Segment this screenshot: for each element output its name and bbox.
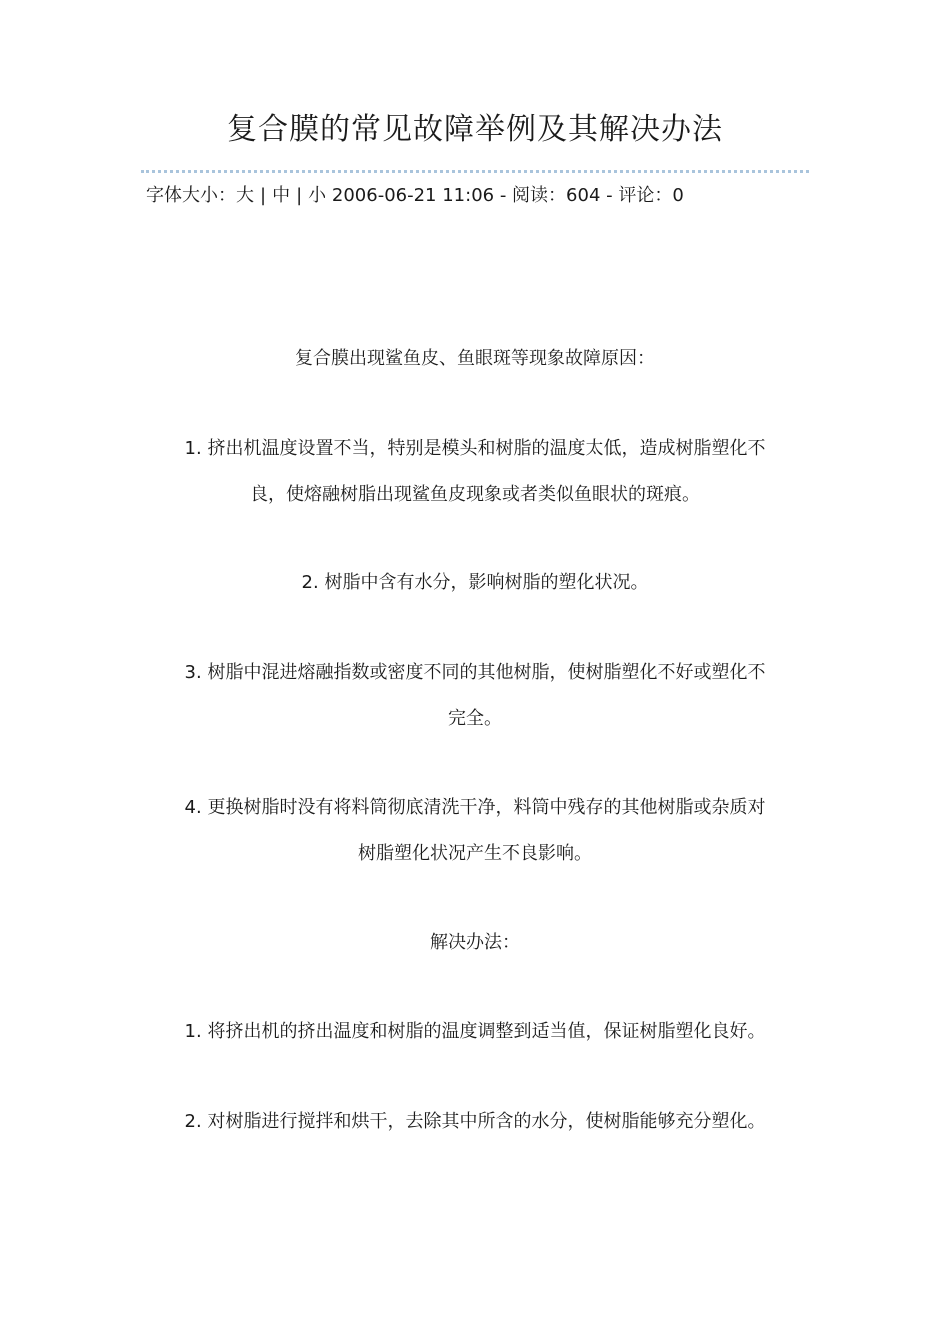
- cause-item-1-line-2: 良，使熔融树脂出现鲨鱼皮现象或者类似鱼眼状的斑痕。: [250, 484, 700, 505]
- comments-count[interactable]: 0: [672, 185, 684, 206]
- font-size-label: 字体大小：: [146, 185, 236, 206]
- cause-item-1-line-1: [0, 436, 950, 462]
- font-size-large-link[interactable]: 大: [236, 185, 254, 206]
- font-size-medium-link[interactable]: 中: [272, 185, 291, 206]
- cause-item-3-text: 树脂中混进熔融指数或密度不同的其他树脂，使树脂塑化不好或塑化不: [207, 662, 766, 683]
- cause-item-4-number: 4.: [184, 797, 202, 818]
- cause-item-2-text: 树脂中含有水分，影响树脂的塑化状况。: [324, 572, 649, 593]
- cause-item-1-text: 挤出机温度设置不当，特别是模头和树脂的温度太低，造成树脂塑化不: [207, 438, 766, 459]
- article-title: 复合膜的常见故障举例及其解决办法: [227, 112, 723, 147]
- title-divider: [141, 170, 809, 173]
- article-meta: [146, 183, 684, 209]
- cause-item-2-line-1: [0, 570, 950, 596]
- cause-item-2-number: 2.: [301, 572, 319, 593]
- comments-label: 评论：: [618, 185, 673, 206]
- cause-item-3-line-1: [0, 660, 950, 686]
- solution-item-2-line-1: [0, 1109, 950, 1135]
- solution-heading: 解决办法：: [430, 932, 520, 953]
- publish-datetime: 2006-06-21 11:06 -: [331, 185, 507, 206]
- solution-item-1-line-1: [0, 1019, 950, 1045]
- solution-item-2-text: 对树脂进行搅拌和烘干，去除其中所含的水分，使树脂能够充分塑化。: [207, 1111, 766, 1132]
- meta-separator: |: [260, 185, 267, 206]
- cause-item-1-number: 1.: [184, 438, 202, 459]
- solution-item-1-number: 1.: [184, 1021, 202, 1042]
- cause-heading: 复合膜出现鲨鱼皮、鱼眼斑等现象故障原因：: [295, 348, 655, 369]
- meta-separator: |: [296, 185, 303, 206]
- reads-label: 阅读：: [512, 185, 567, 206]
- solution-item-1-text: 将挤出机的挤出温度和树脂的温度调整到适当值，保证树脂塑化良好。: [207, 1021, 766, 1042]
- cause-item-4-line-2: 树脂塑化状况产生不良影响。: [358, 843, 592, 864]
- cause-item-4-line-1: [0, 795, 950, 821]
- cause-item-3-number: 3.: [184, 662, 202, 683]
- reads-count: 604 -: [566, 185, 613, 206]
- font-size-small-link[interactable]: 小: [308, 185, 327, 206]
- solution-item-2-number: 2.: [184, 1111, 202, 1132]
- cause-item-3-line-2: 完全。: [448, 708, 502, 729]
- cause-item-4-text: 更换树脂时没有将料筒彻底清洗干净，料筒中残存的其他树脂或杂质对: [207, 797, 766, 818]
